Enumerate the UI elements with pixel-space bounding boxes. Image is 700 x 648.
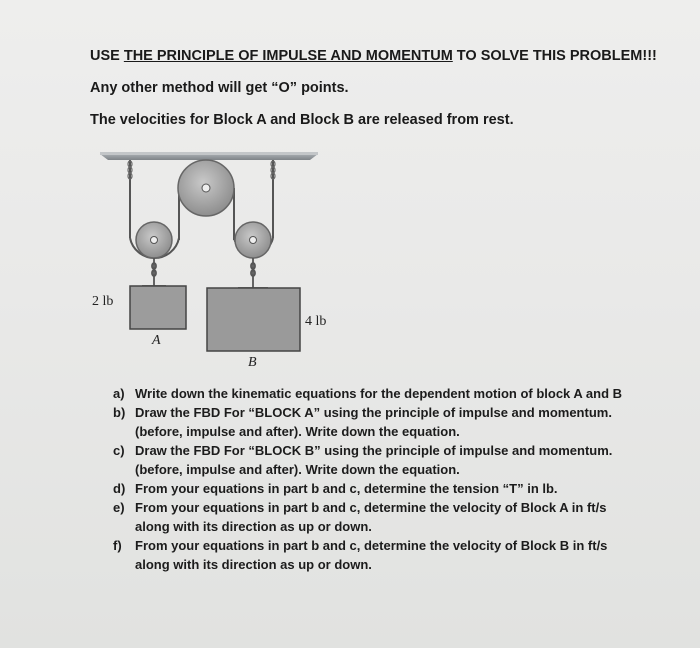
setup-note: The velocities for Block A and Block B are released from rest. — [90, 112, 514, 128]
problem-heading — [90, 48, 657, 64]
question-d — [113, 479, 633, 498]
heading-suffix: TO SOLVE THIS PROBLEM!!! — [452, 48, 657, 64]
ceiling-top-edge — [100, 152, 318, 155]
block-a-label: A — [152, 333, 161, 348]
question-c — [113, 441, 633, 479]
block-b-weight-label: 4 lb — [305, 314, 327, 329]
left-lower-pulley-hub — [151, 237, 158, 244]
right-lower-pulley-hub — [250, 237, 257, 244]
question-e-text: From your equations in part b and c, determine the velocity of Block A in ft/s along with its direction as up or down. — [135, 500, 607, 534]
question-d-letter: d) — [113, 481, 126, 496]
block-b — [207, 288, 300, 351]
question-b-text: Draw the FBD For “BLOCK A” using the principle of impulse and momentum. (before, impulse and after). Write down the equation. — [135, 405, 612, 439]
question-e — [113, 498, 633, 536]
question-f — [113, 536, 633, 574]
pulley-diagram — [80, 140, 360, 370]
heading-prefix: USE — [90, 48, 124, 64]
block-a — [130, 286, 186, 329]
question-f-text: From your equations in part b and c, determine the velocity of Block B in ft/s along with its direction as up or down. — [135, 538, 608, 572]
question-a-text: Write down the kinematic equations for the dependent motion of block A and B — [135, 386, 623, 401]
question-d-text: From your equations in part b and c, determine the tension “T” in lb. — [135, 481, 558, 496]
block-a-weight-label: 2 lb — [92, 294, 114, 309]
question-c-letter: c) — [113, 443, 125, 458]
question-list — [113, 384, 633, 574]
question-e-letter: e) — [113, 500, 125, 515]
block-b-label: B — [248, 355, 257, 370]
question-b-letter: b) — [113, 405, 126, 420]
heading-underlined: THE PRINCIPLE OF IMPULSE AND MOMENTUM — [123, 48, 453, 64]
question-f-letter: f) — [113, 538, 122, 553]
grading-notice: Any other method will get “O” points. — [90, 80, 349, 96]
question-c-text: Draw the FBD For “BLOCK B” using the principle of impulse and momentum. (before, impulse and after). Write down the equation. — [135, 443, 613, 477]
top-pulley-hub — [202, 184, 210, 192]
question-b — [113, 403, 633, 441]
block-hangers — [142, 258, 268, 288]
question-a — [113, 384, 633, 403]
question-a-letter: a) — [113, 386, 125, 401]
